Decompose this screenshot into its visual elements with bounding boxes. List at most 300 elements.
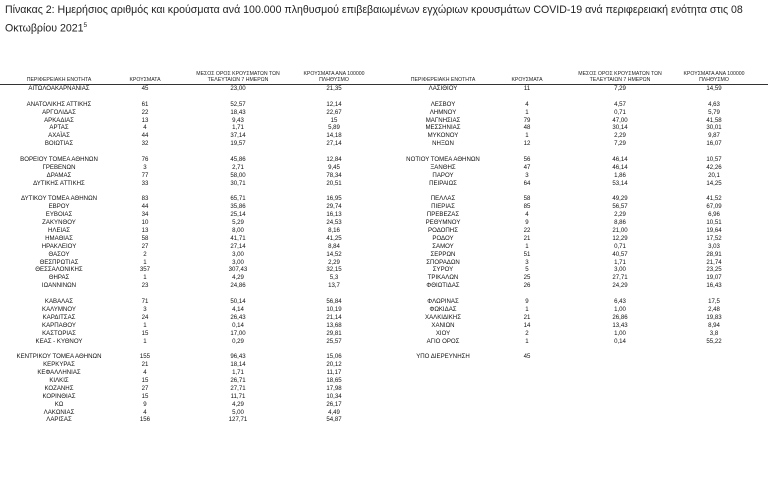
cell-avg7: 27,71: [612, 274, 628, 282]
cell-cases: 11: [523, 85, 531, 92]
cell-cases: 21: [523, 313, 531, 321]
cell-cases: 4: [525, 100, 529, 108]
cell-cases: 1: [525, 132, 529, 140]
cell-avg7: 5,29: [232, 219, 244, 227]
cell-avg7: 8,86: [614, 219, 626, 227]
cell-cases: 13: [141, 227, 149, 235]
cell-cases: 1: [143, 337, 147, 345]
cell-region: ΙΩΑΝΝΙΝΩΝ: [41, 282, 77, 290]
cell-cases: 71: [141, 298, 149, 306]
table-row: [0, 401, 384, 409]
table-title: [5, 3, 763, 37]
table-row: [384, 140, 768, 148]
cell-per100k: 16,43: [706, 282, 722, 290]
table-row: [384, 330, 768, 338]
col-header-cases: ΚΡΟΥΣΜΑΤΑ: [511, 77, 543, 83]
cell-cases: 58: [141, 234, 149, 242]
table-row: [384, 180, 768, 188]
cell-region: ΜΑΓΝΗΣΙΑΣ: [425, 116, 461, 124]
table-row: [0, 109, 384, 117]
cell-avg7: 27,14: [230, 242, 246, 250]
spacer-row: [0, 188, 384, 196]
cell-cases: 4: [143, 369, 147, 377]
cell-region: ΒΟΙΩΤΙΑΣ: [44, 140, 74, 148]
cell-avg7: 2,29: [614, 132, 626, 140]
cell-avg7: 18,14: [230, 361, 246, 369]
cell-cases: 76: [141, 156, 149, 164]
table-row: [0, 377, 384, 385]
cell-region: ΚΕΡΚΥΡΑΣ: [43, 361, 75, 369]
cell-per100k: 21,74: [706, 258, 722, 266]
cell-per100k: 28,91: [706, 250, 722, 258]
cell-cases: 83: [141, 195, 149, 203]
cell-cases: 3: [143, 163, 147, 171]
cell-cases: 5: [525, 266, 529, 274]
cell-cases: 85: [523, 203, 531, 211]
cell-cases: 15: [141, 329, 149, 337]
cell-cases: 9: [525, 219, 529, 227]
table-row: [0, 314, 384, 322]
cell-avg7: 25,14: [230, 211, 246, 219]
cell-avg7: 35,86: [230, 203, 246, 211]
left-rows: [0, 85, 384, 424]
cell-per100k: 18,65: [326, 376, 342, 384]
cell-per100k: 21,35: [326, 85, 342, 92]
cell-cases: 15: [141, 392, 149, 400]
cell-cases: 45: [523, 353, 531, 361]
cell-region: ΧΙΟΥ: [435, 329, 451, 337]
cell-per100k: 10,34: [326, 392, 342, 400]
cell-per100k: 4,49: [328, 408, 340, 416]
cell-region: ΝΟΤΙΟΥ ΤΟΜΕΑ ΑΘΗΝΩΝ: [406, 156, 480, 164]
cell-region: ΑΙΤΩΛΟΑΚΑΡΝΑΝΙΑΣ: [28, 85, 90, 92]
cell-avg7: 1,86: [614, 171, 626, 179]
table-row: [0, 369, 384, 377]
table-row: [384, 282, 768, 290]
cell-per100k: 41,25: [326, 234, 342, 242]
table-row: [384, 243, 768, 251]
cell-cases: 34: [141, 211, 149, 219]
cell-cases: 357: [139, 266, 151, 274]
cell-cases: 2: [143, 250, 147, 258]
cell-region: ΜΕΣΣΗΝΙΑΣ: [425, 124, 461, 132]
right-header: [384, 68, 768, 84]
cell-region: ΚΑΒΑΛΑΣ: [44, 298, 74, 306]
cell-avg7: 46,14: [612, 156, 628, 164]
cell-avg7: 58,00: [230, 171, 246, 179]
cell-region: ΡΟΔΟΠΗΣ: [428, 227, 458, 235]
cell-region: ΡΟΔΟΥ: [432, 234, 454, 242]
cell-avg7: 5,00: [232, 408, 244, 416]
cell-region: ΠΙΕΡΙΑΣ: [431, 203, 455, 211]
spacer-row: [0, 345, 384, 353]
cell-region: ΛΕΣΒΟΥ: [430, 100, 456, 108]
cell-avg7: 49,29: [612, 195, 628, 203]
cell-avg7: 4,57: [614, 100, 626, 108]
cell-per100k: 17,52: [706, 234, 722, 242]
cell-cases: 9: [525, 298, 529, 306]
table-row: [0, 235, 384, 243]
table-row: [0, 330, 384, 338]
cell-per100k: 23,25: [706, 266, 722, 274]
cell-per100k: 29,81: [326, 329, 342, 337]
table-row: [384, 203, 768, 211]
cell-avg7: 6,43: [614, 298, 626, 306]
cell-region: ΕΥΒΟΙΑΣ: [45, 211, 73, 219]
spacer-row: [0, 290, 384, 298]
cell-per100k: 56,84: [326, 298, 342, 306]
cell-avg7: 2,29: [614, 211, 626, 219]
cell-cases: 4: [143, 124, 147, 132]
cell-avg7: 127,71: [228, 416, 248, 424]
cell-per100k: 54,87: [326, 416, 342, 424]
table-row: [0, 172, 384, 180]
cell-avg7: 0,14: [232, 321, 244, 329]
cell-per100k: 10,19: [326, 305, 342, 313]
cell-per100k: 22,67: [326, 108, 342, 116]
cell-region: ΣΥΡΟΥ: [432, 266, 454, 274]
cell-region: ΗΜΑΘΙΑΣ: [45, 234, 73, 242]
spacer-row: [384, 148, 768, 156]
cell-per100k: 13,7: [328, 282, 340, 290]
spacer-row: [384, 188, 768, 196]
cell-per100k: 26,17: [326, 400, 342, 408]
cell-cases: 25: [523, 274, 531, 282]
cell-avg7: 4,14: [232, 305, 244, 313]
cell-cases: 23: [141, 282, 149, 290]
table-row: [0, 385, 384, 393]
cell-region: ΑΡΚΑΔΙΑΣ: [44, 116, 74, 124]
cell-cases: 9: [143, 400, 147, 408]
cell-avg7: 46,14: [612, 163, 628, 171]
cell-per100k: 27,14: [326, 140, 342, 148]
cell-per100k: 15,06: [326, 353, 342, 361]
cell-avg7: 40,57: [612, 250, 628, 258]
cell-region: ΦΩΚΙΔΑΣ: [429, 305, 457, 313]
table-row: [0, 322, 384, 330]
table-row: [0, 338, 384, 346]
cell-cases: 48: [523, 124, 531, 132]
cell-avg7: 47,00: [612, 116, 628, 124]
table-row: [384, 164, 768, 172]
cell-per100k: 19,07: [706, 274, 722, 282]
cell-per100k: 25,57: [326, 337, 342, 345]
cell-cases: 58: [523, 195, 531, 203]
left-header: [0, 68, 384, 84]
cell-avg7: 41,71: [230, 234, 246, 242]
cell-per100k: 6,96: [708, 211, 720, 219]
cell-per100k: 24,53: [326, 219, 342, 227]
cell-region: ΘΕΣΣΑΛΟΝΙΚΗΣ: [35, 266, 83, 274]
cell-region: ΛΑΚΩΝΙΑΣ: [43, 408, 75, 416]
table-row: [0, 132, 384, 140]
cell-cases: 79: [523, 116, 531, 124]
cell-avg7: 65,71: [230, 195, 246, 203]
cell-region: ΚΑΡΔΙΤΣΑΣ: [42, 313, 76, 321]
cell-region: ΓΡΕΒΕΝΩΝ: [42, 163, 76, 171]
cell-avg7: 18,43: [230, 108, 246, 116]
cell-per100k: 42,26: [706, 163, 722, 171]
cell-avg7: 307,43: [228, 266, 248, 274]
cell-per100k: 41,58: [706, 116, 722, 124]
cell-avg7: 4,29: [232, 400, 244, 408]
cell-per100k: 19,64: [706, 227, 722, 235]
col-header-avg7: ΜΕΣΟΣ ΟΡΟΣ ΚΡΟΥΣΜΑΤΩΝ ΤΩΝ ΤΕΛΕΥΤΑΙΩΝ 7 ΗΜΕΡΩΝ: [578, 71, 662, 83]
table-row: [0, 282, 384, 290]
table-row: [0, 211, 384, 219]
cell-cases: 44: [141, 132, 149, 140]
cell-region: ΕΒΡΟΥ: [48, 203, 70, 211]
cell-region: ΝΗΞΩΝ: [432, 140, 454, 148]
cell-per100k: 9,45: [328, 163, 340, 171]
cell-per100k: 10,51: [706, 219, 722, 227]
col-header-region: ΠΕΡΙΦΕΡΕΙΑΚΗ ΕΝΟΤΗΤΑ: [410, 77, 476, 83]
cell-cases: 61: [141, 100, 149, 108]
cell-avg7: 0,71: [614, 108, 626, 116]
cell-cases: 64: [523, 179, 531, 187]
cell-region: ΘΗΡΑΣ: [48, 274, 70, 282]
cell-cases: 56: [523, 156, 531, 164]
cell-region: ΣΠΟΡΑΔΩΝ: [426, 258, 460, 266]
cell-region: ΚΟΡΙΝΘΙΑΣ: [42, 392, 76, 400]
spacer-row: [384, 345, 768, 353]
cell-cases: 24: [141, 313, 149, 321]
cell-cases: 1: [143, 258, 147, 266]
cell-avg7: 30,14: [612, 124, 628, 132]
cell-avg7: 1,71: [232, 124, 244, 132]
cell-region: ΑΡΓΟΛΙΔΑΣ: [42, 108, 76, 116]
cell-per100k: 2,48: [708, 305, 720, 313]
table-title-text: Πίνακας 2: Ημερήσιος αριθμός και κρούσματα ανά 100.000 πληθυσμού επιβεβαιωμένων εγχώριων κρουσμάτων COVID-19 ανά περιφερειακή ενότητα στις 08 Οκτωβρίου 2021: [5, 4, 743, 35]
cell-avg7: 37,14: [230, 132, 246, 140]
table-row: [384, 195, 768, 203]
cell-per100k: 4,63: [708, 100, 720, 108]
col-header-cases: ΚΡΟΥΣΜΑΤΑ: [129, 77, 161, 83]
cell-per100k: 41,52: [706, 195, 722, 203]
cell-per100k: 5,79: [708, 108, 720, 116]
table-row: [384, 259, 768, 267]
cell-cases: 33: [141, 179, 149, 187]
cell-avg7: 26,71: [230, 376, 246, 384]
cell-region: ΜΥΚΟΝΟΥ: [427, 132, 459, 140]
cell-avg7: 1,71: [614, 258, 626, 266]
cell-region: ΚΑΛΥΜΝΟΥ: [42, 305, 76, 313]
cell-per100k: 78,34: [326, 171, 342, 179]
cell-avg7: 19,57: [230, 140, 246, 148]
cell-avg7: 13,43: [612, 321, 628, 329]
cell-region: ΑΡΤΑΣ: [49, 124, 69, 132]
cell-per100k: 55,22: [706, 337, 722, 345]
cell-avg7: 56,57: [612, 203, 628, 211]
cell-avg7: 3,00: [232, 258, 244, 266]
cell-region: ΛΑΡΙΣΑΣ: [46, 416, 72, 424]
cell-avg7: 0,71: [614, 242, 626, 250]
cell-avg7: 50,14: [230, 298, 246, 306]
cell-region: ΘΕΣΠΡΩΤΙΑΣ: [39, 258, 79, 266]
table-row: [0, 203, 384, 211]
cell-region: ΠΕΛΛΑΣ: [430, 195, 456, 203]
cell-per100k: 16,13: [326, 211, 342, 219]
cell-region: ΠΕΙΡΑΙΩΣ: [429, 179, 457, 187]
cell-region: ΚΑΣΤΟΡΙΑΣ: [42, 329, 76, 337]
cell-avg7: 24,86: [230, 282, 246, 290]
cell-region: ΣΑΜΟΥ: [432, 242, 454, 250]
table-row: [0, 117, 384, 125]
cell-per100k: 14,18: [326, 132, 342, 140]
cell-per100k: 32,15: [326, 266, 342, 274]
cell-per100k: 9,87: [708, 132, 720, 140]
cell-avg7: 3,00: [232, 250, 244, 258]
cell-avg7: 21,00: [612, 227, 628, 235]
cell-cases: 77: [141, 171, 149, 179]
table-row: [384, 251, 768, 259]
cell-per100k: 5,3: [329, 274, 339, 282]
table-row: [384, 219, 768, 227]
cell-region: ΘΑΣΟΥ: [48, 250, 70, 258]
table-row: [384, 211, 768, 219]
cell-region: ΚΑΡΠΑΘΟΥ: [42, 321, 76, 329]
table-row: [0, 409, 384, 417]
cell-avg7: 11,71: [230, 392, 246, 400]
cell-region: ΚΕΝΤΡΙΚΟΥ ΤΟΜΕΑ ΑΘΗΝΩΝ: [16, 353, 102, 361]
table-row: [0, 219, 384, 227]
cell-per100k: 20,51: [326, 179, 342, 187]
cell-avg7: 4,29: [232, 274, 244, 282]
cell-avg7: 45,86: [230, 156, 246, 164]
cell-cases: 155: [139, 353, 151, 361]
cell-avg7: 0,14: [614, 337, 626, 345]
table-row: [0, 361, 384, 369]
cell-avg7: 23,00: [230, 85, 246, 92]
col-header-avg7: ΜΕΣΟΣ ΟΡΟΣ ΚΡΟΥΣΜΑΤΩΝ ΤΩΝ ΤΕΛΕΥΤΑΙΩΝ 7 ΗΜΕΡΩΝ: [196, 71, 280, 83]
table-row: [384, 353, 768, 361]
spacer-row: [0, 93, 384, 101]
cell-region: ΚΕΑΣ - ΚΥΘΝΟΥ: [35, 337, 83, 345]
cell-region: ΔΡΑΜΑΣ: [46, 171, 72, 179]
table-row: [0, 259, 384, 267]
table-row: [384, 172, 768, 180]
right-table: [384, 68, 768, 361]
cell-avg7: 7,29: [614, 85, 626, 92]
cell-cases: 15: [141, 376, 149, 384]
table-row: [0, 266, 384, 274]
cell-avg7: 9,43: [232, 116, 244, 124]
cell-avg7: 26,43: [230, 313, 246, 321]
cell-per100k: 8,94: [708, 321, 720, 329]
cell-per100k: 5,89: [328, 124, 340, 132]
right-rows: [384, 85, 768, 361]
cell-avg7: 26,86: [612, 313, 628, 321]
cell-avg7: 7,29: [614, 140, 626, 148]
cell-region: ΧΑΛΚΙΔΙΚΗΣ: [425, 313, 461, 321]
cell-avg7: 96,43: [230, 353, 246, 361]
cell-avg7: 3,00: [614, 266, 626, 274]
cell-region: ΗΡΑΚΛΕΙΟΥ: [41, 242, 77, 250]
cell-cases: 1: [525, 305, 529, 313]
cell-per100k: 12,14: [326, 100, 342, 108]
cell-region: ΗΛΕΙΑΣ: [47, 227, 71, 235]
cell-cases: 3: [143, 305, 147, 313]
cell-cases: 1: [525, 337, 529, 345]
table-row: [0, 298, 384, 306]
table-row: [0, 124, 384, 132]
cell-region: ΚΩ: [54, 400, 64, 408]
spacer-row: [0, 148, 384, 156]
cell-cases: 4: [525, 211, 529, 219]
table-row: [0, 353, 384, 361]
cell-region: ΞΑΝΘΗΣ: [430, 163, 456, 171]
cell-per100k: 30,01: [706, 124, 722, 132]
cell-avg7: 1,00: [614, 329, 626, 337]
cell-region: ΥΠΟ ΔΙΕΡΕΥΝΗΣΗ: [416, 353, 470, 361]
cell-region: ΠΑΡΟΥ: [432, 171, 454, 179]
table-row: [0, 251, 384, 259]
cell-region: ΔΥΤΙΚΗΣ ΑΤΤΙΚΗΣ: [33, 179, 85, 187]
cell-region: ΧΑΝΙΩΝ: [431, 321, 455, 329]
cell-cases: 2: [525, 329, 529, 337]
cell-region: ΦΛΩΡΙΝΑΣ: [427, 298, 459, 306]
cell-cases: 3: [525, 171, 529, 179]
cell-region: ΚΕΦΑΛΛΗΝΙΑΣ: [37, 369, 81, 377]
cell-per100k: 3,8: [709, 329, 719, 337]
cell-avg7: 12,29: [612, 234, 628, 242]
cell-avg7: 17,00: [230, 329, 246, 337]
table-row: [384, 109, 768, 117]
cell-cases: 1: [525, 108, 529, 116]
table-row: [0, 243, 384, 251]
table-row: [0, 140, 384, 148]
cell-avg7: 52,57: [230, 100, 246, 108]
cell-cases: 1: [525, 242, 529, 250]
title-footnote: 5: [83, 22, 88, 29]
table-row: [0, 85, 384, 93]
cell-cases: 1: [143, 274, 147, 282]
cell-avg7: 30,71: [230, 179, 246, 187]
cell-per100k: 14,52: [326, 250, 342, 258]
cell-cases: 156: [139, 416, 151, 424]
cell-cases: 44: [141, 203, 149, 211]
cell-cases: 47: [523, 163, 531, 171]
col-header-per100k: ΚΡΟΥΣΜΑΤΑ ΑΝΑ 100000 ΠΛΗΘΥΣΜΟ: [303, 71, 365, 83]
table-row: [384, 117, 768, 125]
cell-per100k: 15: [330, 116, 338, 124]
cell-avg7: 53,14: [612, 179, 628, 187]
cell-per100k: 13,68: [326, 321, 342, 329]
col-header-per100k: ΚΡΟΥΣΜΑΤΑ ΑΝΑ 100000 ΠΛΗΘΥΣΜΟ: [683, 71, 745, 83]
table-row: [384, 314, 768, 322]
cell-avg7: 24,29: [612, 282, 628, 290]
cell-region: ΣΕΡΡΩΝ: [430, 250, 456, 258]
cell-per100k: 10,57: [706, 156, 722, 164]
cell-cases: 21: [141, 361, 149, 369]
table-row: [0, 306, 384, 314]
cell-region: ΛΗΜΝΟΥ: [429, 108, 457, 116]
cell-region: ΦΘΙΩΤΙΔΑΣ: [426, 282, 460, 290]
cell-cases: 45: [141, 85, 149, 92]
cell-cases: 14: [523, 321, 531, 329]
cell-per100k: 14,25: [706, 179, 722, 187]
cell-region: ΠΡΕΒΕΖΑΣ: [426, 211, 460, 219]
cell-per100k: 20,12: [326, 361, 342, 369]
cell-region: ΖΑΚΥΝΘΟΥ: [42, 219, 76, 227]
cell-region: ΑΓΙΟ ΟΡΟΣ: [426, 337, 460, 345]
cell-per100k: 12,84: [326, 156, 342, 164]
cell-per100k: 16,95: [326, 195, 342, 203]
cell-cases: 12: [523, 140, 531, 148]
cell-region: ΑΧΑΪΑΣ: [48, 132, 70, 140]
cell-per100k: 2,29: [328, 258, 340, 266]
cell-per100k: 11,17: [326, 369, 342, 377]
